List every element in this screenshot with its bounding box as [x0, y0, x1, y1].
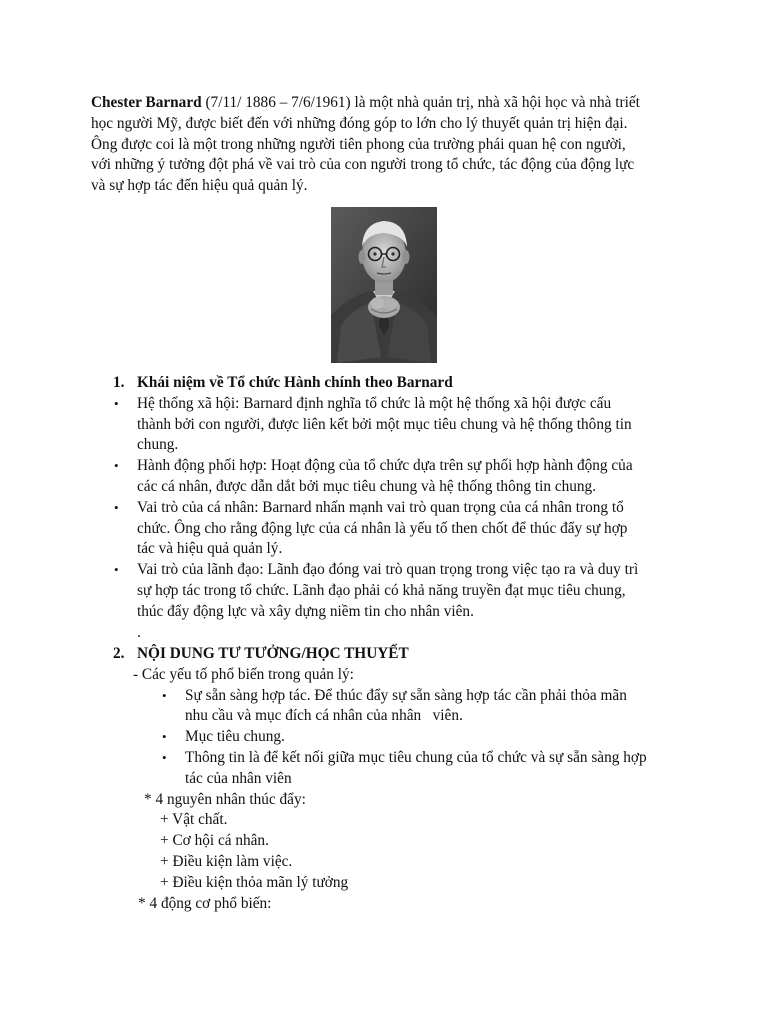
list-item	[113, 394, 713, 456]
section-1-title: Khái niệm về Tổ chức Hành chính theo Barnard	[137, 374, 453, 391]
item-line: tác của nhân viên	[185, 769, 292, 787]
list-item	[113, 748, 713, 790]
bullet-icon: •	[162, 687, 167, 703]
list-item	[113, 727, 713, 748]
item-line: tác và hiệu quả quản lý.	[137, 540, 283, 558]
section-1	[113, 373, 713, 643]
motivator-item: + Điều kiện thỏa mãn lý tưởng	[160, 873, 349, 891]
portrait-photo	[331, 207, 437, 363]
intro-line-2: học người Mỹ, được biết đến với những đóng góp to lớn cho lý thuyết quản trị hiện đại.	[91, 114, 628, 132]
person-name: Chester Barnard	[91, 94, 202, 111]
section-2-title: NỘI DUNG TƯ TƯỞNG/HỌC THUYẾT	[137, 645, 409, 662]
item-line: thành bởi con người, được liên kết bởi một mục tiêu chung và hệ thống thông tin	[137, 415, 632, 433]
item-line: Mục tiêu chung.	[185, 728, 285, 746]
section-2	[113, 644, 713, 914]
intro-text-1: (7/11/ 1886 – 7/6/1961) là một nhà quản trị, nhà xã hội học và nhà triết	[201, 94, 640, 111]
bullet-icon: •	[114, 458, 119, 474]
item-line: sự hợp tác trong tổ chức. Lãnh đạo phải có khả năng truyền đạt mục tiêu chung,	[137, 581, 626, 599]
section-2-number: 2.	[113, 645, 125, 662]
item-line: Sự sẵn sàng hợp tác. Để thúc đẩy sự sẵn sàng hợp tác cần phải thỏa mãn	[185, 686, 627, 704]
item-line: các cá nhân, được dẫn dắt bởi mục tiêu chung và hệ thống thông tin chung.	[137, 477, 597, 495]
intro-line-3: Ông được coi là một trong những người tiên phong của trường phái quan hệ con người,	[91, 135, 626, 153]
section-2-subheading: - Các yếu tố phổ biến trong quản lý:	[133, 665, 354, 683]
section-1-list	[113, 394, 713, 623]
intro-paragraph	[91, 93, 691, 197]
intro-line-1	[91, 93, 691, 114]
section-2-heading	[113, 644, 713, 665]
section-1-number: 1.	[113, 374, 125, 391]
motivators-heading: * 4 nguyên nhân thúc đẩy:	[144, 790, 306, 808]
portrait-image	[331, 207, 437, 363]
trailing-period: .	[137, 623, 141, 641]
list-item	[113, 686, 713, 728]
item-line: thúc đẩy động lực và xây dựng niềm tin cho nhân viên.	[137, 602, 474, 620]
list-item	[113, 560, 713, 622]
bullet-icon: •	[114, 562, 119, 578]
bullet-icon: •	[162, 749, 167, 765]
section-2-list	[113, 686, 713, 790]
item-line: Hành động phối hợp: Hoạt động của tổ chức dựa trên sự phối hợp hành động của	[137, 457, 633, 475]
motivator-item: + Vật chất.	[160, 811, 228, 829]
bullet-icon: •	[114, 395, 119, 411]
intro-line-5: và sự hợp tác đến hiệu quả quản lý.	[91, 177, 308, 195]
item-line: Thông tin là để kết nối giữa mục tiêu chung của tổ chức và sự sẵn sàng hợp	[185, 748, 647, 766]
section-1-heading	[113, 373, 713, 394]
drives-heading: * 4 động cơ phổ biến:	[138, 894, 272, 912]
item-line: nhu cầu và mục đích cá nhân của nhân viên.	[185, 707, 463, 725]
item-line: chung.	[137, 436, 179, 454]
item-line: Vai trò của lãnh đạo: Lãnh đạo đóng vai trò quan trọng trong việc tạo ra và duy trì	[137, 561, 639, 579]
motivator-item: + Điều kiện làm việc.	[160, 852, 293, 870]
bullet-icon: •	[114, 499, 119, 515]
item-line: chức. Ông cho rằng động lực của cá nhân là yếu tố then chốt để thúc đẩy sự hợp	[137, 519, 628, 537]
motivator-item: + Cơ hội cá nhân.	[160, 832, 269, 850]
item-line: Vai trò của cá nhân: Barnard nhấn mạnh vai trò quan trọng của cá nhân trong tổ	[137, 498, 624, 516]
bullet-icon: •	[162, 729, 167, 745]
list-item	[113, 498, 713, 560]
item-line: Hệ thống xã hội: Barnard định nghĩa tổ chức là một hệ thống xã hội được cấu	[137, 394, 612, 412]
intro-line-4: với những ý tưởng đột phá về vai trò của con người trong tổ chức, tác động của động lực	[91, 156, 635, 174]
list-item	[113, 456, 713, 498]
